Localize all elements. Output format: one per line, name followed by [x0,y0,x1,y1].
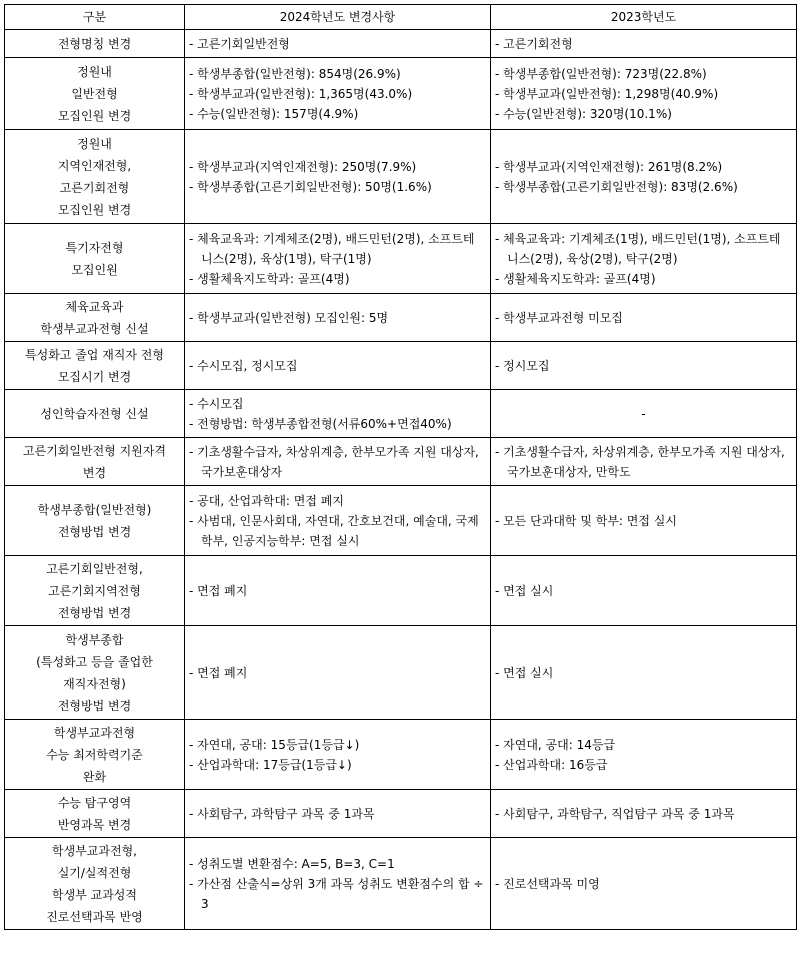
category-cell [5,130,185,224]
list-item: - 면접 실시 [495,583,554,598]
category-line: 실기/실적전형 [57,865,132,880]
category-line: 특성화고 졸업 재직자 전형 [25,347,164,362]
category-line: 전형방법 변경 [57,605,132,620]
category-line: 고른기회전형 [59,180,130,195]
list-item: - 공대, 산업과학대: 면접 폐지 [189,493,344,508]
category-cell [5,390,185,438]
category-cell [5,486,185,556]
list-item: - [641,406,646,421]
list-item: - 학생부교과(지역인재전형): 250명(7.9%) [189,159,417,174]
list-item: - 생활체육지도학과: 골프(4명) [495,271,656,286]
change-2024-cell [185,556,491,626]
list-item: - 면접 실시 [495,665,554,680]
category-cell [5,556,185,626]
list-item: - 기초생활수급자, 차상위계층, 한부모가족 지원 대상자, 국가보훈대상자, 만학도 [495,444,785,479]
table-row [5,58,797,130]
list-item: - 수능(일반전형): 157명(4.9%) [189,106,359,121]
category-cell [5,30,185,58]
category-line: 학생부교과전형 [53,725,136,740]
change-2024-cell [185,342,491,390]
list-item: - 학생부교과(일반전형) 모집인원: 5명 [189,310,389,325]
list-item: - 학생부교과(일반전형): 1,298명(40.9%) [495,86,719,101]
list-item: - 학생부종합(일반전형): 854명(26.9%) [189,66,401,81]
header-category: 구분 [5,5,185,30]
category-line: 변경 [82,465,107,480]
category-line: 특기자전형 [65,240,124,255]
list-item: - 수시모집, 정시모집 [189,358,298,373]
list-item: - 학생부종합(일반전형): 723명(22.8%) [495,66,707,81]
change-2024-cell [185,130,491,224]
change-2024-cell [185,790,491,838]
category-line: 수능 탐구영역 [57,795,132,810]
list-item: - 전형방법: 학생부종합전형(서류60%+면접40%) [189,416,452,431]
value-2023-cell [491,390,797,438]
header-2024-changes: 2024학년도 변경사항 [185,5,491,30]
value-2023-cell [491,130,797,224]
value-2023-cell [491,486,797,556]
list-item: - 성취도별 변환점수: A=5, B=3, C=1 [189,856,395,871]
list-item: - 면접 폐지 [189,583,248,598]
change-2024-cell [185,486,491,556]
table-row [5,790,797,838]
category-line: 전형방법 변경 [57,524,132,539]
table-row [5,626,797,720]
value-2023-cell [491,790,797,838]
list-item: - 학생부교과전형 미모집 [495,310,623,325]
change-2024-cell [185,224,491,294]
category-line: 고른기회지역전형 [48,583,141,598]
list-item: - 자연대, 공대: 15등급(1등급↓) [189,737,360,752]
table-row [5,720,797,790]
list-item: - 산업과학대: 17등급(1등급↓) [189,757,352,772]
value-2023-cell [491,342,797,390]
category-line: 모집시기 변경 [57,369,132,384]
category-cell [5,294,185,342]
category-line: 모집인원 변경 [57,108,132,123]
table-row [5,556,797,626]
category-line: 반영과목 변경 [57,817,132,832]
category-line: 학생부종합 [65,632,124,647]
value-2023-cell [491,556,797,626]
list-item: - 학생부종합(고른기회일반전형): 83명(2.6%) [495,179,738,194]
list-item: - 진로선택과목 미영 [495,876,600,891]
list-item: - 정시모집 [495,358,550,373]
list-item: - 산업과학대: 16등급 [495,757,608,772]
category-line: 모집인원 [71,262,118,277]
category-line: 전형명칭 변경 [57,36,132,51]
table-row [5,130,797,224]
category-line: 성인학습자전형 신설 [40,406,149,421]
value-2023-cell [491,58,797,130]
list-item: - 고른기회전형 [495,36,573,51]
category-line: 완화 [82,769,107,784]
value-2023-cell [491,30,797,58]
category-cell [5,790,185,838]
change-2024-cell [185,438,491,486]
table-row [5,224,797,294]
category-line: 학생부교과전형 신설 [40,321,149,336]
header-2023: 2023학년도 [491,5,797,30]
category-line: 체육교육과 [65,299,124,314]
list-item: - 생활체육지도학과: 골프(4명) [189,271,350,286]
value-2023-cell [491,294,797,342]
category-line: 재직자전형) [63,676,126,691]
change-2024-cell [185,838,491,930]
list-item: - 학생부교과(지역인재전형): 261명(8.2%) [495,159,723,174]
table-row [5,294,797,342]
table-body [5,30,797,930]
category-line: 모집인원 변경 [57,202,132,217]
value-2023-cell [491,438,797,486]
category-line: (특성화고 등을 졸업한 [36,654,153,669]
category-cell [5,838,185,930]
category-line: 학생부종합(일반전형) [37,502,152,517]
list-item: - 학생부종합(고른기회일반전형): 50명(1.6%) [189,179,432,194]
change-2024-cell [185,30,491,58]
change-2024-cell [185,58,491,130]
category-line: 정원내 [77,136,112,151]
value-2023-cell [491,838,797,930]
list-item: - 기초생활수급자, 차상위계층, 한부모가족 지원 대상자, 국가보훈대상자 [189,444,479,479]
list-item: - 면접 폐지 [189,665,248,680]
admission-changes-table [4,4,797,930]
header-row [5,5,797,30]
table-row [5,30,797,58]
category-line: 진로선택과목 반영 [46,909,143,924]
category-line: 지역인재전형, [57,158,132,173]
table-row [5,438,797,486]
category-cell [5,438,185,486]
value-2023-cell [491,626,797,720]
category-cell [5,342,185,390]
category-cell [5,58,185,130]
table-row [5,342,797,390]
list-item: - 사회탐구, 과학탐구 과목 중 1과목 [189,806,375,821]
category-line: 고른기회일반전형 지원자격 [23,443,166,458]
change-2024-cell [185,720,491,790]
category-line: 수능 최저학력기준 [46,747,143,762]
category-line: 전형방법 변경 [57,698,132,713]
list-item: - 자연대, 공대: 14등급 [495,737,616,752]
change-2024-cell [185,626,491,720]
list-item: - 수능(일반전형): 320명(10.1%) [495,106,672,121]
category-cell [5,626,185,720]
list-item: - 수시모집 [189,396,244,411]
category-line: 일반전형 [71,86,118,101]
list-item: - 체육교육과: 기계체조(1명), 배드민턴(1명), 소프트테니스(2명), 육상(2명), 탁구(2명) [495,231,781,266]
list-item: - 체육교육과: 기계체조(2명), 배드민턴(2명), 소프트테니스(2명), 육상(1명), 탁구(1명) [189,231,475,266]
category-line: 학생부 교과성적 [52,887,137,902]
change-2024-cell [185,390,491,438]
value-2023-cell [491,224,797,294]
list-item: - 고른기회일반전형 [189,36,290,51]
category-cell [5,224,185,294]
category-line: 정원내 [77,64,112,79]
category-line: 고른기회일반전형, [46,561,143,576]
list-item: - 학생부교과(일반전형): 1,365명(43.0%) [189,86,413,101]
category-line: 학생부교과전형, [52,843,137,858]
table-row [5,390,797,438]
table-row [5,486,797,556]
table-header [5,5,797,30]
table-row [5,838,797,930]
list-item: - 사범대, 인문사회대, 자연대, 간호보건대, 예술대, 국제학부, 인공지능학부: 면접 실시 [189,513,479,548]
value-2023-cell [491,720,797,790]
list-item: - 가산점 산출식=상위 3개 과목 성취도 변환점수의 합 ÷ 3 [189,876,484,911]
list-item: - 모든 단과대학 및 학부: 면접 실시 [495,513,677,528]
list-item: - 사회탐구, 과학탐구, 직업탐구 과목 중 1과목 [495,806,735,821]
category-cell [5,720,185,790]
change-2024-cell [185,294,491,342]
